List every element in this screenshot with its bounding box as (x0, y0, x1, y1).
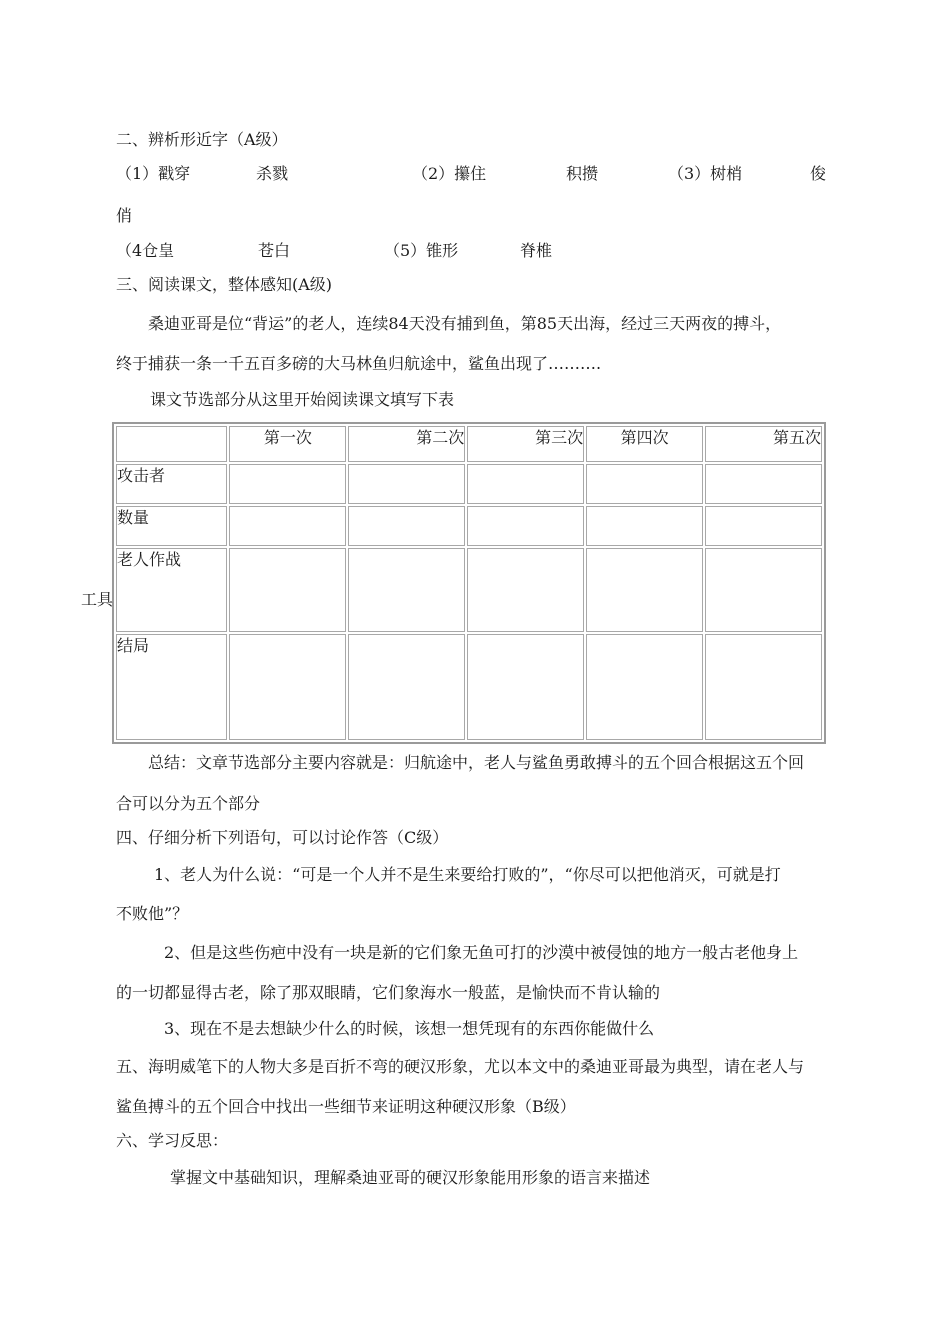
col-header-3: 第三次 (467, 426, 584, 462)
item4-pair: 苍白 (258, 241, 291, 260)
col-header-5: 第五次 (705, 426, 822, 462)
table-instruction: 课文节选部分从这里开始阅读课文填写下表 (150, 390, 455, 409)
item3-word: （3）树梢 (668, 164, 743, 183)
cell-result-5[interactable] (705, 634, 822, 740)
intro-line-2-text: 终于捕获一条一千五百多磅的大马林鱼归航途中，鲨鱼出现了……… (116, 354, 597, 373)
section6-text: 掌握文中基础知识，理解桑迪亚哥的硬汉形象能用形象的语言来描述 (170, 1168, 651, 1187)
cell-attacker-4[interactable] (586, 464, 703, 504)
table-corner-cell (116, 426, 227, 462)
question2-line-2: 的一切都显得古老，除了那双眼睛，它们象海水一般蓝，是愉快而不肯认输的 (116, 983, 661, 1002)
item5-pair: 脊椎 (520, 241, 553, 260)
row-label-tools-line2: 工具 (81, 590, 114, 609)
cell-tools-3[interactable] (467, 548, 584, 632)
cell-count-3[interactable] (467, 506, 584, 546)
item5-word: （5）锥形 (384, 241, 459, 260)
section5-line-1: 五、海明威笔下的人物大多是百折不弯的硬汉形象，尤以本文中的桑迪亚哥最为典型，请在老人与 (116, 1057, 805, 1076)
row-label-tools-cell (81, 548, 227, 632)
col-header-4: 第四次 (586, 426, 703, 462)
cell-count-4[interactable] (586, 506, 703, 546)
question1-line-2: 不败他”？ (116, 904, 189, 923)
col-header-1: 第一次 (229, 426, 346, 462)
item3-pair-end: 俏 (116, 206, 133, 225)
item3-pair-start: 俊 (810, 164, 827, 183)
row-label-result: 结局 (116, 634, 227, 740)
col-header-2: 第二次 (348, 426, 465, 462)
section3-heading: 三、阅读课文，整体感知(A级) (116, 275, 333, 294)
row-label-attacker: 攻击者 (116, 464, 227, 504)
question1-line-1: 1、老人为什么说：“可是一个人并不是生来要给打败的”，“你尽可以把他消灭，可就是打 (154, 865, 781, 884)
section4-heading: 四、仔细分析下列语句，可以讨论作答（C级） (116, 828, 449, 847)
cell-tools-1[interactable] (229, 548, 346, 632)
section2-heading: 二、辨析形近字（A级） (116, 130, 288, 149)
row-label-tools (81, 549, 226, 609)
intro-line-2-period: . (596, 354, 602, 373)
summary-line-2: 合可以分为五个部分 (116, 794, 261, 813)
cell-attacker-1[interactable] (229, 464, 346, 504)
question3: 3、现在不是去想缺少什么的时候，该想一想凭现有的东西你能做什么 (164, 1019, 655, 1038)
cell-result-2[interactable] (348, 634, 465, 740)
row-label-tools-line1: 老人作战 (117, 550, 182, 569)
item1-word: （1）戳穿 (116, 164, 191, 183)
item2-word: （2）攥住 (412, 164, 487, 183)
cell-attacker-5[interactable] (705, 464, 822, 504)
cell-attacker-2[interactable] (348, 464, 465, 504)
intro-line-1: 桑迪亚哥是位“背运”的老人，连续84天没有捕到鱼，第85天出海，经过三天两夜的搏斗， (148, 314, 782, 333)
cell-count-1[interactable] (229, 506, 346, 546)
item1-pair: 杀戮 (256, 164, 289, 183)
item2-pair: 积攒 (566, 164, 599, 183)
cell-tools-2[interactable] (348, 548, 465, 632)
reading-table (81, 422, 826, 744)
cell-attacker-3[interactable] (467, 464, 584, 504)
cell-tools-4[interactable] (586, 548, 703, 632)
section5-line-2: 鲨鱼搏斗的五个回合中找出一些细节来证明这种硬汉形象（B级） (116, 1097, 576, 1116)
cell-result-1[interactable] (229, 634, 346, 740)
question2-line-1: 2、但是这些伤疤中没有一块是新的它们象无鱼可打的沙漠中被侵蚀的地方一般古老他身上 (164, 943, 799, 962)
cell-tools-5[interactable] (705, 548, 822, 632)
cell-count-5[interactable] (705, 506, 822, 546)
row-label-count: 数量 (116, 506, 227, 546)
intro-line-2 (116, 353, 601, 375)
cell-count-2[interactable] (348, 506, 465, 546)
cell-result-4[interactable] (586, 634, 703, 740)
section6-heading: 六、学习反思： (116, 1131, 229, 1150)
cell-result-3[interactable] (467, 634, 584, 740)
item4-word: （4仓皇 (116, 241, 175, 260)
summary-line-1: 总结：文章节选部分主要内容就是：归航途中，老人与鲨鱼勇敢搏斗的五个回合根据这五个回 (148, 753, 805, 772)
